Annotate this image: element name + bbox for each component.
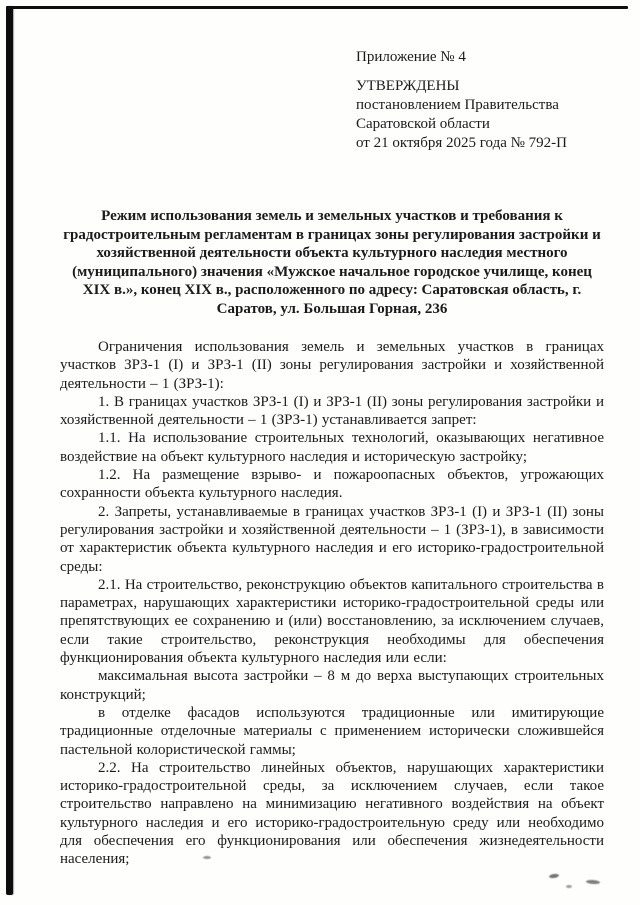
scan-artifact-left-edge (6, 6, 13, 895)
document-title: Режим использования земель и земельных участков и требования к градостроительным регламентам в границах зоны регулирования застройки и хозяйственной деятельности объекта культурного наследия местного (муниципального) значения «Мужское начальное городское училище, конец XIX в.», конец XIX в., расположенного по адресу: Саратовская область, г. Саратов, ул. Большая Горная, 236 (63, 208, 601, 317)
approved-date-number: от 21 октября 2025 года № 792-П (356, 135, 568, 151)
document-content (60, 48, 604, 869)
document-body (60, 338, 604, 869)
paragraph-1: 1. В границах участков ЗРЗ-1 (I) и ЗРЗ-1 (II) зоны регулирования застройки и хозяйственной деятельности – 1 (ЗРЗ-1) устанавливается запрет: (60, 393, 604, 429)
scan-artifact-smudge (549, 873, 559, 878)
paragraph-1-2: 1.2. На размещение взрыво- и пожароопасных объектов, угрожающих сохранности объекта культурного наследия. (60, 467, 604, 502)
paragraph-intro: Ограничения использования земель и земельных участков в границах участков ЗРЗ-1 (I) и ЗРЗ-1 (II) зоны регулирования застройки и хозяйственной деятельности – 1 (ЗРЗ-1): (60, 339, 604, 392)
scan-artifact-smudge (586, 880, 600, 885)
scan-artifact-top-edge (6, 6, 628, 9)
annex-number: Приложение № 4 (356, 49, 466, 65)
paragraph-2-1-height: максимальная высота застройки – 8 м до верха выступающих строительных конструкций; (60, 668, 604, 703)
paragraph-2-1-facades: в отделке фасадов используются традиционные или имитирующие традиционные отделочные материалы с применением исторически сложившейся пастельной колористической гаммы; (60, 704, 604, 758)
approved-label: УТВЕРЖДЕНЫ (356, 78, 460, 94)
approval-block (356, 48, 604, 153)
paragraph-2: 2. Запреты, устанавливаемые в границах участков ЗРЗ-1 (I) и ЗРЗ-1 (II) зоны регулирования застройки и хозяйственной деятельности – 1 (ЗРЗ-1), в зависимости от характеристик объекта культурного наследия и его историко-градостроительной среды: (60, 503, 604, 575)
scan-artifact-smudge (203, 856, 211, 859)
paragraph-2-2: 2.2. На строительство линейных объектов, нарушающих характеристики историко-градостроительной среды, за исключением случаев, если такое строительство направлено на минимизацию негативного воздействия на объект культурного наследия и его историко-градостроительную среду или необходимо для обеспечения его функционирования или обеспечения жизнедеятельности населения; (60, 759, 604, 868)
paragraph-1-1: 1.1. На использование строительных технологий, оказывающих негативное воздействие на объект культурного наследия и историческую застройку; (60, 430, 604, 465)
approved-by-line: постановлением Правительства (356, 97, 559, 113)
scan-artifact-smudge (566, 885, 572, 888)
approved-by-line: Саратовской области (356, 116, 490, 132)
paragraph-2-1: 2.1. На строительство, реконструкцию объектов капитального строительства в параметрах, нарушающих характеристики историко-градостроительной среды или препятствующих ее сохранению и (или) восстановлению, за исключением случаев, если такие строительство, реконструкция необходимы для обеспечения функционирования объекта культурного наследия или если: (60, 576, 604, 667)
